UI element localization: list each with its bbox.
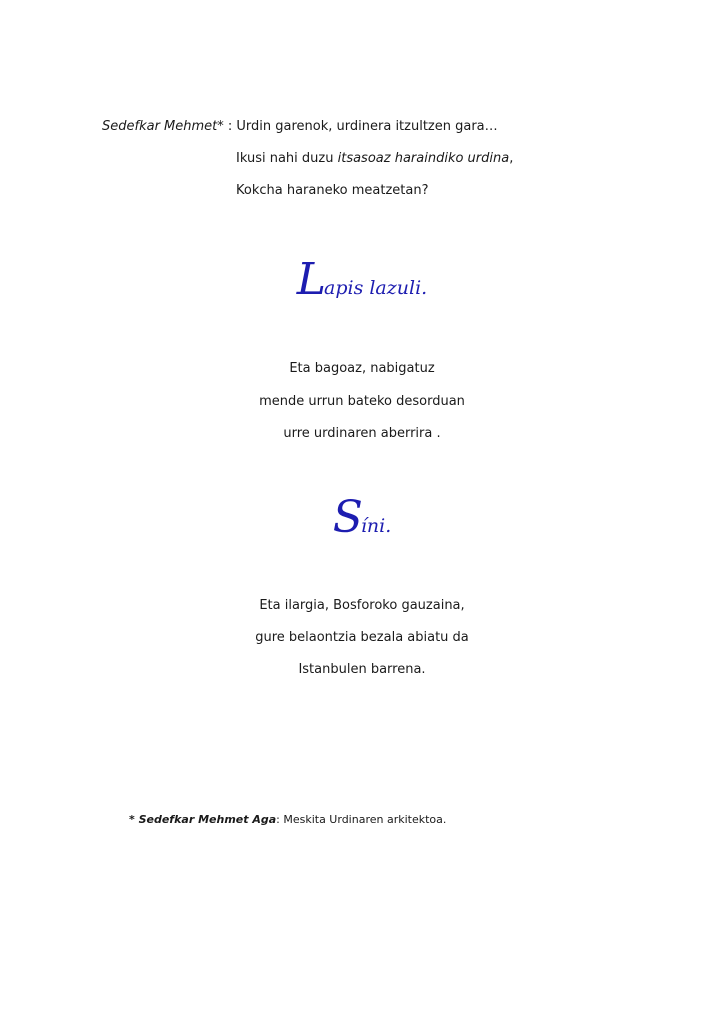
footnote-term: * Sedefkar Mehmet Aga <box>129 813 277 826</box>
stanza1-line2-post: , <box>509 151 514 166</box>
stanza2-line1: Eta bagoaz, nabigatuz <box>289 361 435 376</box>
heading2-capital: S <box>332 492 361 543</box>
stanza2-line3: urre urdinaren aberrira . <box>283 426 441 441</box>
stanza3-line1: Eta ilargia, Bosforoko gauzaina, <box>259 598 465 613</box>
stanza1-line1-text: : Urdin garenok, urdinera itzultzen gara… <box>223 119 498 134</box>
heading-sini <box>0 492 724 543</box>
stanza1-line2-pre: Ikusi nahi duzu <box>236 151 338 166</box>
stanza1-line2-italic: itsasoaz haraindiko urdina <box>337 151 510 166</box>
stanza3-line3: Istanbulen barrena. <box>298 662 426 677</box>
stanza3-line2: gure belaontzia bezala abiatu da <box>255 630 469 645</box>
speaker-name: Sedefkar Mehmet* <box>102 119 224 134</box>
footnote-definition: : Meskita Urdinaren arkitektoa. <box>276 813 447 826</box>
heading-lapis-lazuli <box>0 254 724 305</box>
stanza1-line3: Kokcha haraneko meatzetan? <box>236 183 429 198</box>
heading1-capital: L <box>296 254 324 305</box>
stanza1-line2 <box>236 151 513 167</box>
heading1-rest: apis lazuli. <box>324 277 428 299</box>
heading2-rest: íni. <box>360 515 392 537</box>
stanza1-line1 <box>102 119 498 135</box>
footnote <box>129 813 446 827</box>
stanza2-line2: mende urrun bateko desorduan <box>259 394 465 409</box>
